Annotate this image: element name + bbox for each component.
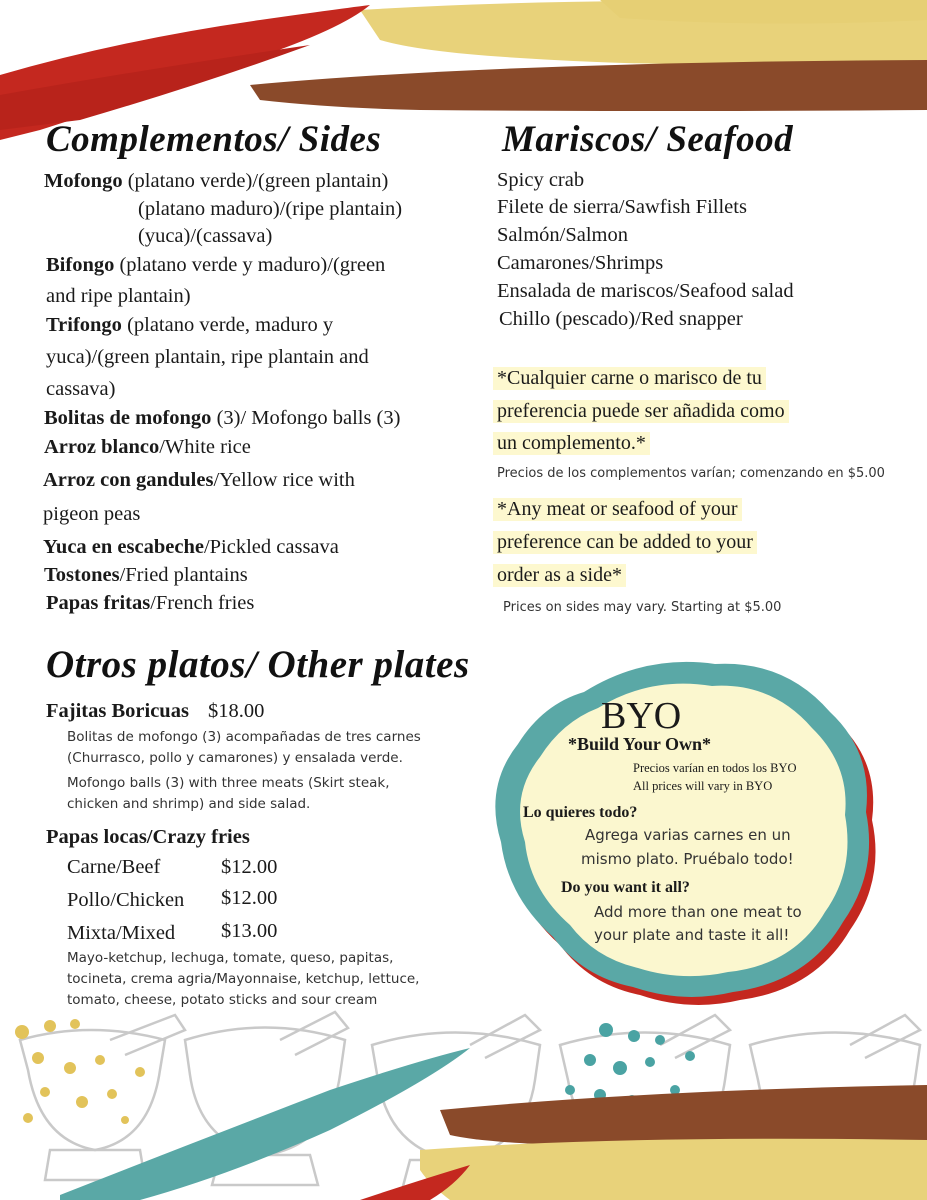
note-es-line-2: preferencia puede ser añadida como (493, 400, 789, 423)
sides-item-bifongo-cont: and ripe plantain) (46, 285, 191, 307)
papas-desc-3: tomato, cheese, potato sticks and sour cream (67, 992, 378, 1008)
note-es-line-3: un complemento.* (493, 432, 650, 455)
sides-item-trifongo-cont: yuca)/(green plantain, ripe plantain and (46, 346, 369, 368)
bottom-teal-stroke (60, 1048, 470, 1200)
sides-item-tostones: Tostones/Fried plantains (44, 564, 248, 586)
note-en-line-3: order as a side* (493, 564, 626, 587)
papas-price-beef: $12.00 (221, 856, 278, 878)
price-note-en: Prices on sides may vary. Starting at $5.00 (503, 600, 782, 615)
papas-option-beef: Carne/Beef (67, 856, 161, 878)
byo-question-es: Lo quieres todo? (523, 804, 638, 821)
fajitas-desc-es-2: (Churrasco, pollo y camarones) y ensalada verde. (67, 750, 403, 766)
byo-answer-es-1: Agrega varias carnes en un (585, 826, 791, 844)
bottom-yellow-stroke (420, 1139, 927, 1200)
byo-price-es: Precios varían en todos los BYO (633, 761, 797, 775)
sides-item-mofongo-maduro: (platano maduro)/(ripe plantain) (138, 198, 403, 220)
papas-desc-2: tocineta, crema agria/Mayonnaise, ketchup, lettuce, (67, 971, 420, 987)
byo-price-en: All prices will vary in BYO (633, 779, 773, 793)
note-es-line-1: *Cualquier carne o marisco de tu (493, 367, 766, 390)
sides-item-mofongo-yuca: (yuca)/(cassava) (138, 225, 273, 247)
seafood-heading: Mariscos/ Seafood (502, 119, 794, 160)
sides-item-mofongo: Mofongo (platano verde)/(green plantain) (44, 170, 389, 192)
papas-price-mixed: $13.00 (221, 920, 278, 942)
byo-answer-es-2: mismo plato. Pruébalo todo! (581, 850, 794, 868)
sides-item-arroz-gandules: Arroz con gandules/Yellow rice with (43, 469, 355, 491)
fajitas-row (46, 700, 264, 723)
sides-item-arroz-gandules-cont: pigeon peas (43, 503, 141, 525)
sides-item-bifongo: Bifongo (platano verde y maduro)/(green (46, 254, 386, 276)
sides-item-papas-fritas: Papas fritas/French fries (46, 592, 255, 614)
fajitas-desc-es-1: Bolitas de mofongo (3) acompañadas de tres carnes (67, 729, 421, 745)
seafood-item-shrimps: Camarones/Shrimps (497, 252, 664, 274)
sides-item-yuca-escabeche: Yuca en escabeche/Pickled cassava (43, 536, 339, 558)
fajitas-desc-en-1: Mofongo balls (3) with three meats (Skirt steak, (67, 775, 390, 791)
seafood-item-spicy-crab: Spicy crab (497, 169, 585, 191)
byo-subtitle: *Build Your Own* (568, 734, 712, 754)
note-en-line-2: preference can be added to your (493, 531, 757, 554)
fajitas-name: Fajitas Boricuas (46, 700, 189, 722)
papas-locas-name: Papas locas/Crazy fries (46, 826, 250, 848)
seafood-item-salmon: Salmón/Salmon (497, 224, 628, 246)
seafood-item-red-snapper: Chillo (pescado)/Red snapper (499, 308, 743, 330)
seafood-item-seafood-salad: Ensalada de mariscos/Seafood salad (497, 280, 794, 302)
sides-item-trifongo-cont2: cassava) (46, 378, 116, 400)
byo-question-en: Do you want it all? (561, 879, 690, 896)
byo-title: BYO (601, 695, 682, 737)
papas-desc-1: Mayo-ketchup, lechuga, tomate, queso, papitas, (67, 950, 394, 966)
seafood-item-sawfish: Filete de sierra/Sawfish Fillets (497, 196, 747, 218)
sides-item-bolitas: Bolitas de mofongo (3)/ Mofongo balls (3) (44, 407, 401, 429)
byo-answer-en-2: your plate and taste it all! (594, 926, 790, 944)
sides-item-arroz-blanco: Arroz blanco/White rice (44, 436, 251, 458)
sides-heading: Complementos/ Sides (46, 119, 382, 160)
byo-answer-en-1: Add more than one meat to (594, 903, 802, 921)
papas-price-chicken: $12.00 (221, 887, 278, 909)
price-note-es: Precios de los complementos varían; comenzando en $5.00 (497, 466, 885, 481)
other-heading: Otros platos/ Other plates (46, 643, 470, 686)
mortar-1 (20, 1015, 185, 1180)
top-brown-stroke (250, 60, 927, 111)
note-en-line-1: *Any meat or seafood of your (493, 498, 742, 521)
sides-item-trifongo: Trifongo (platano verde, maduro y (46, 314, 334, 336)
papas-option-mixed: Mixta/Mixed (67, 922, 176, 944)
papas-option-chicken: Pollo/Chicken (67, 889, 185, 911)
fajitas-desc-en-2: chicken and shrimp) and side salad. (67, 796, 311, 812)
fajitas-price: $18.00 (208, 700, 265, 722)
